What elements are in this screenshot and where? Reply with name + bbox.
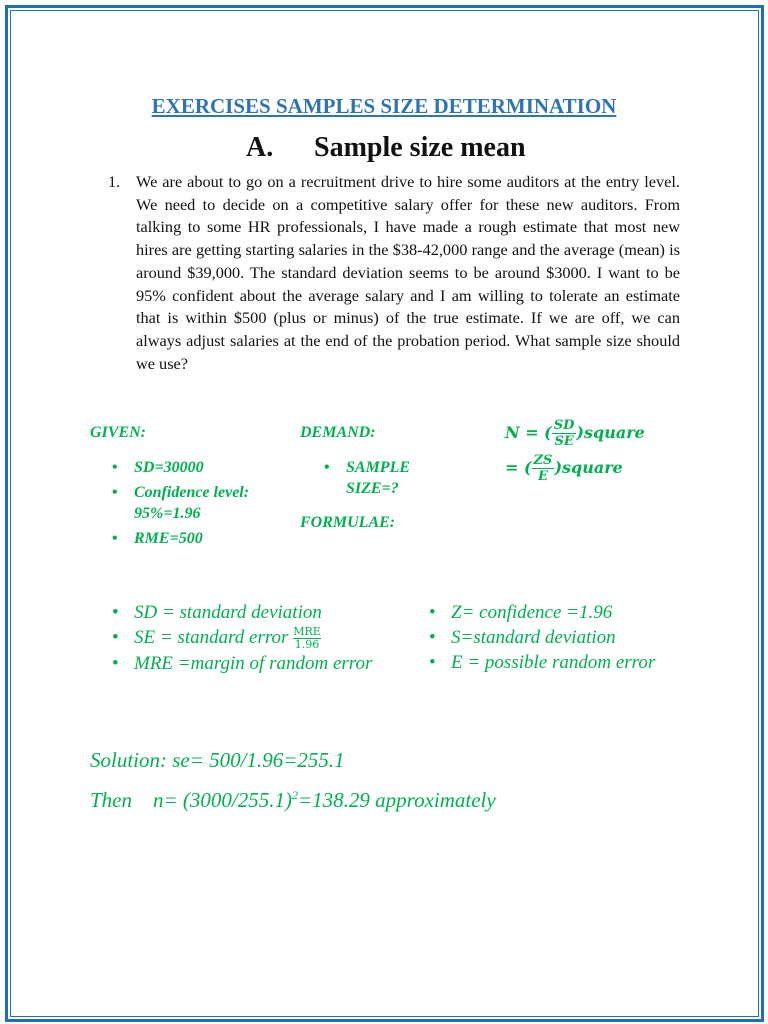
- definition-item: • E = possible random error: [423, 650, 723, 675]
- definition-item: • S=standard deviation: [423, 625, 723, 650]
- definitions-right: [423, 600, 723, 675]
- formula-line-2: [505, 453, 645, 484]
- given-item: • Confidence level: 95%=1.96: [106, 482, 286, 524]
- formula-fraction-sd-se: [552, 418, 577, 449]
- formula-lhs: N = (: [505, 423, 552, 442]
- final-answer-line: [90, 788, 496, 813]
- fraction-denominator: E: [538, 469, 548, 484]
- fraction-denominator: SE: [554, 434, 574, 449]
- given-item: • RME=500: [106, 528, 286, 549]
- given-label: GIVEN:: [90, 424, 147, 441]
- exponent: 2: [292, 788, 298, 802]
- given-list: [106, 457, 286, 553]
- fraction-numerator: SD: [553, 418, 575, 433]
- fraction-numerator: ZS: [533, 453, 553, 468]
- then-label: Then: [90, 788, 132, 812]
- sample-size-formula: [505, 418, 645, 484]
- problem-text: We are about to go on a recruitment drive to hire some auditors at the entry level. We need to decide on a competitive salary offer for these new auditors. From talking to some HR professionals, I have made a rough estimate that most new hires are getting starting salaries in the $38-42,000 range and the average (mean) is around $39,000. The standard deviation seems to be around $3000. I want to be 95% confident about the average salary and I am willing to tolerate an estimate that is within $500 (plus or minus) of the true estimate. If we are off, we can always adjust salaries at the end of the probation period. What sample size should we use?: [136, 172, 680, 373]
- solution-line: Solution: se= 500/1.96=255.1: [90, 748, 345, 772]
- definition-item: [106, 625, 386, 651]
- formula-fraction-zs-e: [532, 453, 555, 484]
- section-title: Sample size mean: [314, 132, 526, 163]
- page-title: EXERCISES SAMPLES SIZE DETERMINATION: [151, 94, 617, 118]
- demand-label: DEMAND:: [300, 424, 376, 441]
- demand-item: • SAMPLE SIZE=?: [318, 457, 448, 499]
- fraction-numerator: MRE: [293, 625, 321, 639]
- formula-rhs: )square: [554, 458, 623, 477]
- formulae-label: FORMULAE:: [300, 514, 396, 531]
- definition-se-text: SE = standard error: [134, 627, 289, 648]
- problem-statement: [108, 171, 680, 375]
- then-expression: n= (3000/255.1): [153, 788, 292, 812]
- demand-list: [318, 457, 448, 499]
- formula-rhs: )square: [576, 423, 645, 442]
- definition-item: • MRE =margin of random error: [106, 651, 386, 676]
- then-result: =138.29 approximately: [298, 788, 496, 812]
- definition-item: • SD = standard deviation: [106, 600, 386, 625]
- fraction-denominator: 1.96: [294, 638, 320, 652]
- se-fraction: [293, 626, 321, 651]
- formula-line-1: [505, 418, 645, 449]
- definition-item: • Z= confidence =1.96: [423, 600, 723, 625]
- given-item: • SD=30000: [106, 457, 286, 478]
- problem-number: 1.: [108, 172, 121, 191]
- section-heading: [246, 132, 526, 164]
- section-letter: A.: [246, 132, 274, 163]
- definitions-left: [106, 600, 386, 676]
- formula-eq: = (: [505, 458, 532, 477]
